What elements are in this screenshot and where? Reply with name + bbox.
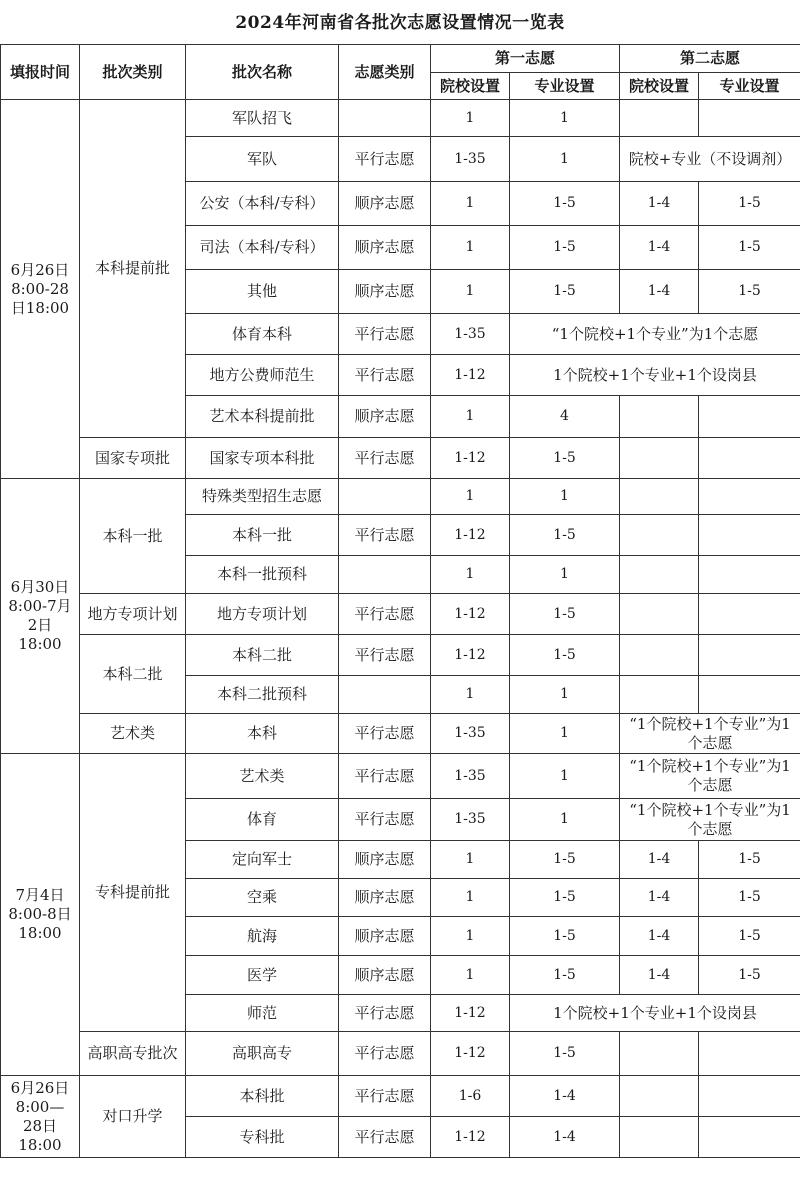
second-choice-rule-cell: 院校+专业（不设调剂）	[620, 137, 800, 182]
batch-type-cell: 本科二批	[80, 635, 186, 714]
header-time: 填报时间	[1, 45, 80, 100]
header-first-school: 院校设置	[431, 73, 510, 100]
second-school-cell	[620, 556, 699, 594]
batch-type-cell: 本科一批	[80, 479, 186, 594]
second-school-cell: 1-4	[620, 226, 699, 270]
first-school-cell: 1-12	[431, 635, 510, 676]
volunteer-type-cell: 顺序志愿	[339, 182, 431, 226]
batch-name-cell: 特殊类型招生志愿	[186, 479, 339, 515]
first-major-cell: 1-5	[510, 182, 620, 226]
first-school-cell: 1-12	[431, 594, 510, 635]
first-major-cell: 1-5	[510, 438, 620, 479]
header-batch-type: 批次类别	[80, 45, 186, 100]
second-school-cell: 1-4	[620, 270, 699, 314]
first-school-cell: 1	[431, 226, 510, 270]
second-major-cell	[699, 479, 800, 515]
second-major-cell	[699, 676, 800, 714]
batch-name-cell: 本科二批	[186, 635, 339, 676]
volunteer-type-cell: 顺序志愿	[339, 396, 431, 438]
volunteer-type-cell: 平行志愿	[339, 594, 431, 635]
second-major-cell: 1-5	[699, 841, 800, 879]
second-major-cell: 1-5	[699, 956, 800, 995]
batch-type-cell: 专科提前批	[80, 754, 186, 1032]
volunteer-type-cell: 平行志愿	[339, 137, 431, 182]
batch-name-cell: 地方公费师范生	[186, 355, 339, 396]
volunteer-type-cell: 平行志愿	[339, 1032, 431, 1076]
second-school-cell	[620, 594, 699, 635]
batch-type-cell: 对口升学	[80, 1076, 186, 1158]
batch-name-cell: 国家专项本科批	[186, 438, 339, 479]
first-school-cell: 1	[431, 956, 510, 995]
first-school-cell: 1	[431, 841, 510, 879]
second-choice-rule-cell: “1个院校+1个专业”为1个志愿	[620, 799, 800, 841]
volunteer-type-cell: 平行志愿	[339, 799, 431, 841]
second-major-cell	[699, 515, 800, 556]
header-first-major: 专业设置	[510, 73, 620, 100]
first-school-cell: 1	[431, 100, 510, 137]
first-major-cell: 1-5	[510, 879, 620, 917]
volunteer-type-cell: 平行志愿	[339, 1117, 431, 1158]
table-row	[1, 1032, 800, 1076]
batch-name-cell: 体育	[186, 799, 339, 841]
batch-name-cell: 军队	[186, 137, 339, 182]
first-major-cell: 1	[510, 714, 620, 754]
first-school-cell: 1-35	[431, 799, 510, 841]
first-major-cell: 1-5	[510, 594, 620, 635]
first-major-cell: 1-5	[510, 270, 620, 314]
merged-rule-cell: 1个院校+1个专业+1个设岗县	[510, 355, 800, 396]
fill-time-cell: 6月30日8:00-7月2日18:00	[1, 479, 80, 754]
merged-rule-cell: “1个院校+1个专业”为1个志愿	[510, 314, 800, 355]
volunteer-type-cell: 平行志愿	[339, 754, 431, 799]
first-major-cell: 1	[510, 137, 620, 182]
first-major-cell: 1-5	[510, 635, 620, 676]
first-school-cell: 1	[431, 396, 510, 438]
first-school-cell: 1	[431, 556, 510, 594]
first-major-cell: 1-5	[510, 956, 620, 995]
first-school-cell: 1-12	[431, 515, 510, 556]
batch-name-cell: 本科	[186, 714, 339, 754]
second-school-cell: 1-4	[620, 956, 699, 995]
first-school-cell: 1	[431, 879, 510, 917]
second-major-cell	[699, 556, 800, 594]
document-title: 2024年河南省各批次志愿设置情况一览表	[235, 13, 565, 33]
first-major-cell: 1	[510, 676, 620, 714]
table-row	[1, 1076, 800, 1117]
header-second-choice: 第二志愿	[620, 45, 800, 73]
fill-time-cell: 6月26日8:00-28日18:00	[1, 100, 80, 479]
second-school-cell: 1-4	[620, 879, 699, 917]
volunteer-type-cell: 平行志愿	[339, 995, 431, 1032]
second-school-cell	[620, 1117, 699, 1158]
first-school-cell: 1-12	[431, 995, 510, 1032]
first-major-cell: 4	[510, 396, 620, 438]
second-major-cell: 1-5	[699, 917, 800, 956]
batch-name-cell: 医学	[186, 956, 339, 995]
volunteer-type-cell: 平行志愿	[339, 314, 431, 355]
second-major-cell: 1-5	[699, 226, 800, 270]
batch-name-cell: 本科批	[186, 1076, 339, 1117]
first-school-cell: 1	[431, 676, 510, 714]
batch-name-cell: 定向军士	[186, 841, 339, 879]
batch-name-cell: 本科一批预科	[186, 556, 339, 594]
batch-name-cell: 专科批	[186, 1117, 339, 1158]
batch-name-cell: 艺术类	[186, 754, 339, 799]
volunteer-type-cell: 平行志愿	[339, 515, 431, 556]
first-major-cell: 1	[510, 479, 620, 515]
table-row	[1, 754, 800, 799]
first-school-cell: 1-35	[431, 754, 510, 799]
header-second-school: 院校设置	[620, 73, 699, 100]
first-school-cell: 1-12	[431, 1032, 510, 1076]
second-school-cell	[620, 676, 699, 714]
first-school-cell: 1-12	[431, 1117, 510, 1158]
batch-type-cell: 国家专项批	[80, 438, 186, 479]
batch-name-cell: 师范	[186, 995, 339, 1032]
second-major-cell: 1-5	[699, 270, 800, 314]
volunteer-type-cell	[339, 100, 431, 137]
second-major-cell	[699, 396, 800, 438]
batch-name-cell: 本科一批	[186, 515, 339, 556]
batch-name-cell: 其他	[186, 270, 339, 314]
volunteer-type-cell	[339, 479, 431, 515]
volunteer-type-cell: 顺序志愿	[339, 879, 431, 917]
header-volunteer-type: 志愿类别	[339, 45, 431, 100]
second-school-cell	[620, 1032, 699, 1076]
first-school-cell: 1	[431, 182, 510, 226]
batch-name-cell: 司法（本科/专科）	[186, 226, 339, 270]
volunteer-type-cell: 平行志愿	[339, 635, 431, 676]
first-major-cell: 1-5	[510, 226, 620, 270]
second-school-cell	[620, 100, 699, 137]
second-choice-rule-cell: “1个院校+1个专业”为1个志愿	[620, 754, 800, 799]
second-major-cell	[699, 594, 800, 635]
header-second-major: 专业设置	[699, 73, 800, 100]
header-first-choice: 第一志愿	[431, 45, 620, 73]
first-school-cell: 1-12	[431, 438, 510, 479]
batch-name-cell: 体育本科	[186, 314, 339, 355]
batch-name-cell: 公安（本科/专科）	[186, 182, 339, 226]
second-major-cell: 1-5	[699, 879, 800, 917]
volunteer-type-cell: 平行志愿	[339, 438, 431, 479]
first-major-cell: 1-5	[510, 917, 620, 956]
volunteer-type-cell: 顺序志愿	[339, 917, 431, 956]
first-school-cell: 1-12	[431, 355, 510, 396]
table-row	[1, 100, 800, 137]
batch-name-cell: 高职高专	[186, 1032, 339, 1076]
fill-time-cell: 6月26日8:00—28日18:00	[1, 1076, 80, 1158]
first-school-cell: 1-35	[431, 314, 510, 355]
volunteer-settings-table	[0, 44, 800, 1158]
first-major-cell: 1-4	[510, 1117, 620, 1158]
first-major-cell: 1-5	[510, 841, 620, 879]
second-school-cell	[620, 396, 699, 438]
second-school-cell	[620, 635, 699, 676]
second-school-cell	[620, 1076, 699, 1117]
batch-type-cell: 本科提前批	[80, 100, 186, 438]
first-major-cell: 1	[510, 754, 620, 799]
second-choice-rule-cell: “1个院校+1个专业”为1个志愿	[620, 714, 800, 754]
second-major-cell	[699, 1076, 800, 1117]
second-major-cell: 1-5	[699, 182, 800, 226]
first-school-cell: 1-6	[431, 1076, 510, 1117]
first-major-cell: 1-4	[510, 1076, 620, 1117]
batch-type-cell: 高职高专批次	[80, 1032, 186, 1076]
batch-name-cell: 本科二批预科	[186, 676, 339, 714]
second-school-cell: 1-4	[620, 917, 699, 956]
second-major-cell	[699, 438, 800, 479]
first-school-cell: 1	[431, 270, 510, 314]
table-row	[1, 479, 800, 515]
fill-time-cell: 7月4日8:00-8日18:00	[1, 754, 80, 1076]
first-school-cell: 1	[431, 917, 510, 956]
first-major-cell: 1	[510, 799, 620, 841]
volunteer-type-cell	[339, 556, 431, 594]
batch-name-cell: 空乘	[186, 879, 339, 917]
batch-name-cell: 军队招飞	[186, 100, 339, 137]
second-school-cell: 1-4	[620, 841, 699, 879]
first-major-cell: 1	[510, 100, 620, 137]
batch-name-cell: 艺术本科提前批	[186, 396, 339, 438]
second-school-cell	[620, 438, 699, 479]
volunteer-type-cell: 顺序志愿	[339, 841, 431, 879]
volunteer-type-cell: 平行志愿	[339, 714, 431, 754]
volunteer-type-cell: 顺序志愿	[339, 226, 431, 270]
header-batch-name: 批次名称	[186, 45, 339, 100]
first-school-cell: 1	[431, 479, 510, 515]
table-row	[1, 438, 800, 479]
second-school-cell	[620, 479, 699, 515]
volunteer-type-cell: 平行志愿	[339, 1076, 431, 1117]
table-row	[1, 714, 800, 754]
table-row	[1, 635, 800, 676]
first-school-cell: 1-35	[431, 137, 510, 182]
volunteer-type-cell: 平行志愿	[339, 355, 431, 396]
second-major-cell	[699, 1117, 800, 1158]
batch-type-cell: 地方专项计划	[80, 594, 186, 635]
table-row	[1, 594, 800, 635]
second-school-cell: 1-4	[620, 182, 699, 226]
batch-name-cell: 航海	[186, 917, 339, 956]
volunteer-type-cell: 顺序志愿	[339, 956, 431, 995]
volunteer-type-cell: 顺序志愿	[339, 270, 431, 314]
first-school-cell: 1-35	[431, 714, 510, 754]
second-major-cell	[699, 100, 800, 137]
batch-name-cell: 地方专项计划	[186, 594, 339, 635]
second-major-cell	[699, 635, 800, 676]
second-school-cell	[620, 515, 699, 556]
first-major-cell: 1	[510, 556, 620, 594]
volunteer-type-cell	[339, 676, 431, 714]
second-major-cell	[699, 1032, 800, 1076]
merged-rule-cell: 1个院校+1个专业+1个设岗县	[510, 995, 800, 1032]
batch-type-cell: 艺术类	[80, 714, 186, 754]
first-major-cell: 1-5	[510, 1032, 620, 1076]
first-major-cell: 1-5	[510, 515, 620, 556]
